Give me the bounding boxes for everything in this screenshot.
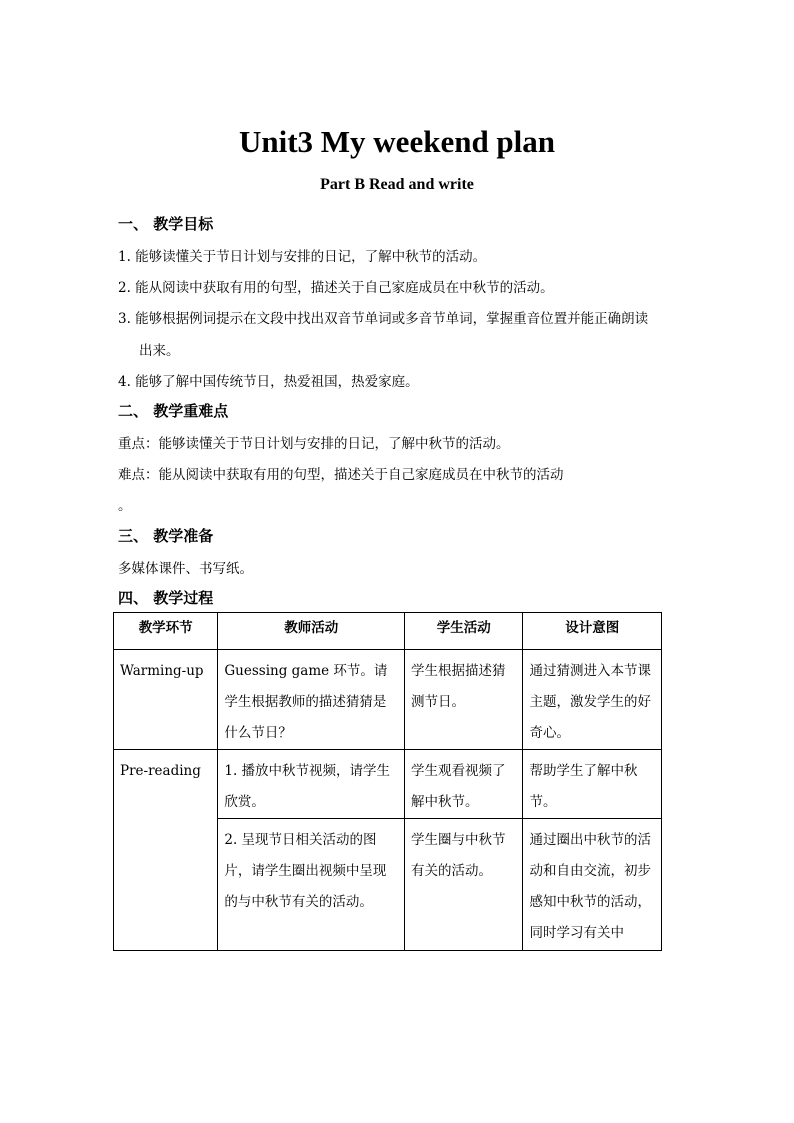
cell-stage: Pre-reading bbox=[114, 750, 218, 951]
cell-teacher-activity: Guessing game 环节。请学生根据教师的描述猜猜是什么节日？ bbox=[218, 650, 405, 750]
objective-item: 3. 能够根据例词提示在文段中找出双音节单词或多音节单词，掌握重音位置并能正确朗读 bbox=[118, 311, 649, 327]
cell-teacher-activity: 2. 呈现节日相关活动的图片，请学生圈出视频中呈现的与中秋节有关的活动。 bbox=[218, 819, 405, 951]
cell-student-activity: 学生圈与中秋节有关的活动。 bbox=[405, 819, 523, 951]
objective-item: 2. 能从阅读中获取有用的句型，描述关于自己家庭成员在中秋节的活动。 bbox=[118, 280, 554, 296]
process-table bbox=[113, 612, 662, 951]
difficult-point-trailing: 。 bbox=[118, 498, 132, 514]
cell-stage: Warming-up bbox=[114, 650, 218, 750]
key-point-text: 重点：能够读懂关于节日计划与安排的日记，了解中秋节的活动。 bbox=[118, 436, 510, 452]
column-header-purpose: 设计意图 bbox=[523, 613, 662, 650]
table-row bbox=[114, 650, 662, 750]
preparation-text: 多媒体课件、书写纸。 bbox=[118, 561, 253, 577]
section-heading-key-points: 二、 教学重难点 bbox=[118, 402, 229, 420]
cell-purpose: 帮助学生了解中秋节。 bbox=[523, 750, 662, 819]
table-header-row bbox=[114, 613, 662, 650]
section-heading-process: 四、 教学过程 bbox=[118, 589, 214, 607]
document-subtitle: Part B Read and write bbox=[320, 176, 474, 193]
objective-item: 4. 能够了解中国传统节日，热爱祖国，热爱家庭。 bbox=[118, 374, 419, 390]
objective-item-continuation: 出来。 bbox=[139, 343, 180, 359]
column-header-student: 学生活动 bbox=[405, 613, 523, 650]
table-row bbox=[114, 750, 662, 819]
column-header-teacher: 教师活动 bbox=[218, 613, 405, 650]
section-heading-objectives: 一、 教学目标 bbox=[118, 215, 214, 233]
cell-student-activity: 学生根据描述猜测节日。 bbox=[405, 650, 523, 750]
cell-purpose: 通过猜测进入本节课主题，激发学生的好奇心。 bbox=[523, 650, 662, 750]
document-title: Unit3 My weekend plan bbox=[238, 124, 556, 159]
difficult-point-text: 难点：能从阅读中获取有用的句型，描述关于自己家庭成员在中秋节的活动 bbox=[118, 467, 564, 483]
column-header-stage: 教学环节 bbox=[114, 613, 218, 650]
cell-purpose: 通过圈出中秋节的活动和自由交流，初步感知中秋节的活动，同时学习有关中 bbox=[523, 819, 662, 951]
section-heading-preparation: 三、 教学准备 bbox=[118, 527, 214, 545]
objective-item: 1. 能够读懂关于节日计划与安排的日记，了解中秋节的活动。 bbox=[118, 249, 487, 265]
cell-student-activity: 学生观看视频了解中秋节。 bbox=[405, 750, 523, 819]
cell-teacher-activity: 1. 播放中秋节视频，请学生欣赏。 bbox=[218, 750, 405, 819]
